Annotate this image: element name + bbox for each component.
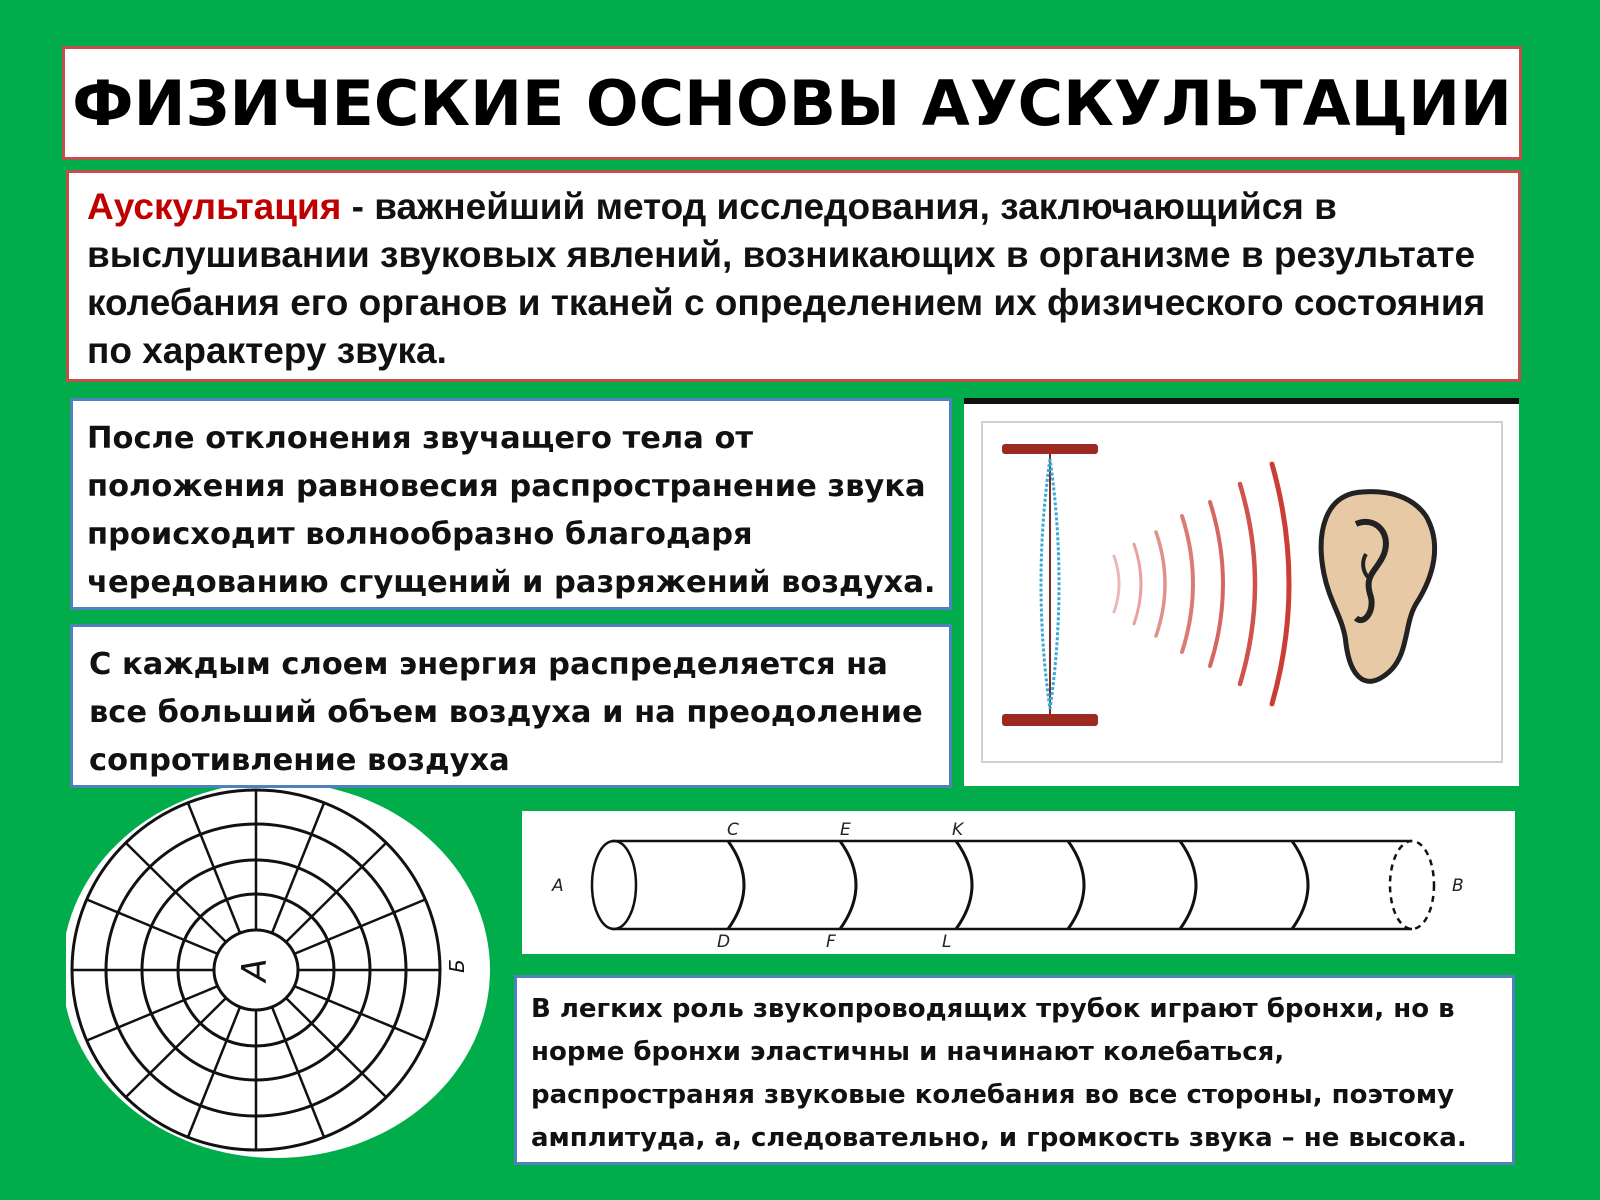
tube-right-end [1390,841,1434,929]
tube-label-d: D [717,932,731,952]
definition-text [87,183,1502,375]
tube-svg [522,811,1515,954]
tube-ring-5 [1180,841,1196,929]
tube-diagram [522,811,1515,954]
tube-label-b: B [1452,876,1464,896]
tube-ring-4 [1068,841,1084,929]
slide-title: ФИЗИЧЕСКИЕ ОСНОВЫ АУСКУЛЬТАЦИИ [72,66,1512,140]
definition-body: - важнейший метод исследования, заключающийся в выслушивании звуковых явлений, возникающих в организме в результате колебания его органов и тканей с определением их физического состояния по характеру звука. [87,186,1486,371]
tube-left-end [592,841,636,929]
sound-wave-ear-illustration [964,398,1519,786]
string-top-bar [1002,444,1098,454]
tube-label-a: A [552,876,564,896]
energy-distribution-box [70,624,952,788]
bronchi-box [514,975,1515,1165]
tube-ring-3 [956,841,972,929]
wave-propagation-box [70,398,952,610]
tube-label-e: E [840,820,851,840]
concentric-circle-diagram [66,788,504,1160]
tube-ring-6 [1292,841,1308,929]
circle-svg [66,788,504,1160]
tube-label-f: F [826,932,836,952]
sound-wave-svg [964,404,1519,786]
energy-distribution-text: С каждым слоем энергия распределяется на все больший объем воздуха и на преодоление сопротивление воздуха [89,647,923,778]
definition-box [66,170,1521,382]
title-box [62,46,1522,160]
string-bottom-bar [1002,714,1098,726]
tube-ring-1 [728,841,744,929]
circle-label-b: Б [445,959,469,973]
definition-term: Аускультация [87,186,342,227]
tube-label-c: C [727,820,739,840]
tube-ring-2 [840,841,856,929]
wave-propagation-text: После отклонения звучащего тела от положения равновесия распространение звука происходит волнообразно благодаря чередованию сгущений и разряжений воздуха. [87,421,936,600]
circle-label-a: A [235,958,275,982]
bronchi-text: В легких роль звукопроводящих трубок играют бронхи, но в норме бронхи эластичны и начинают колебаться, распространяя звуковые колебания во все стороны, поэтому амплитуда, а, следовательно, и громкость звука – не высока. [531,994,1467,1153]
tube-label-k: K [952,820,964,840]
tube-label-l: L [942,932,952,952]
